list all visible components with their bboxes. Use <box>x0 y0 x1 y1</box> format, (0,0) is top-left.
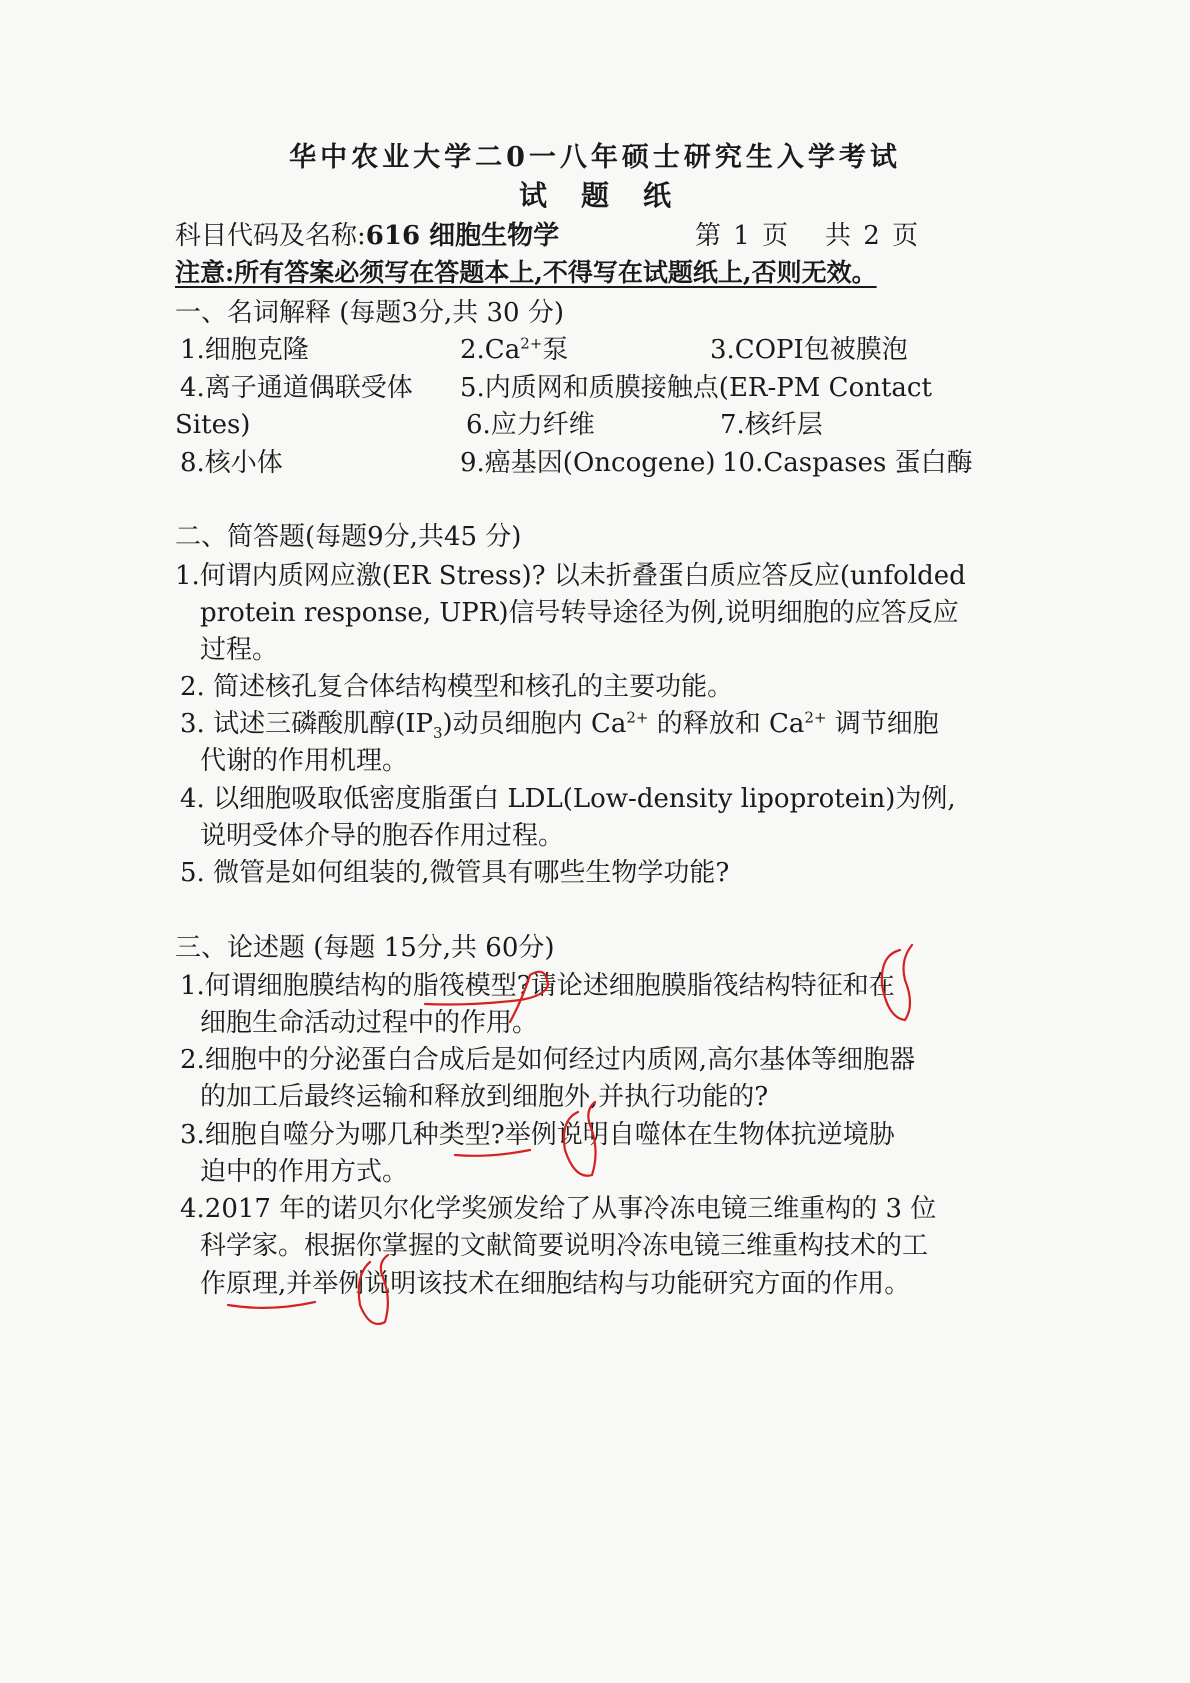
notice: 注意:所有答案必须写在答题本上,不得写在试题纸上,否则无效。 <box>175 258 877 287</box>
term-8: 8.核小体 <box>180 448 283 478</box>
subject-line <box>175 220 559 252</box>
question3-1-cont: 细胞生命活动过程中的作用。 <box>200 1008 539 1038</box>
question2-1: 1.何谓内质网应激(ER Stress)? 以未折叠蛋白质应答反应(unfolded <box>175 561 966 591</box>
term-4: 4.离子通道偶联受体 <box>180 373 413 403</box>
term-5: 5.内质网和质膜接触点(ER-PM Contact <box>460 373 932 403</box>
question2-5: 5. 微管是如何组装的,微管具有哪些生物学功能? <box>180 858 730 888</box>
section2-heading: 二、简答题(每题9分,共45 分) <box>175 522 522 552</box>
subject-label: 科目代码及名称: <box>175 221 366 251</box>
question3-3-cont: 迫中的作用方式。 <box>200 1157 409 1187</box>
exam-title: 华中农业大学二0一八年硕士研究生入学考试 <box>289 142 901 173</box>
question3-2: 2.细胞中的分泌蛋白合成后是如何经过内质网,高尔基体等细胞器 <box>180 1045 916 1075</box>
question2-1-end: 过程。 <box>200 635 279 665</box>
pen-underline-mark <box>228 1302 315 1308</box>
term-9: 9.癌基因(Oncogene) <box>460 448 716 478</box>
question3-1: 1.何谓细胞膜结构的脂筏模型?请论述细胞膜脂筏结构特征和在 <box>180 971 895 1001</box>
section1-heading: 一、名词解释 (每题3分,共 30 分) <box>175 298 564 328</box>
term-7: 7.核纤层 <box>720 410 823 440</box>
term-10: 10.Caspases 蛋白酶 <box>722 448 973 478</box>
term-5-cont: Sites) <box>175 410 251 440</box>
question2-3-cont: 代谢的作用机理。 <box>200 746 409 776</box>
section3-heading: 三、论述题 (每题 15分,共 60分) <box>175 933 555 963</box>
question2-1-cont: protein response, UPR)信号转导途径为例,说明细胞的应答反应 <box>200 598 959 628</box>
question3-3: 3.细胞自噬分为哪几种类型?举例说明自噬体在生物体抗逆境胁 <box>180 1120 895 1150</box>
question3-4: 4.2017 年的诺贝尔化学奖颁发给了从事冷冻电镜三维重构的 3 位 <box>180 1194 937 1224</box>
term-2: $2.Ca^{2+}$泵 <box>460 334 569 365</box>
subject-name: 616 细胞生物学 <box>365 221 560 251</box>
term-6: 6.应力纤维 <box>466 410 595 440</box>
question2-4: 4. 以细胞吸取低密度脂蛋白 LDL(Low-density lipoprotein)为例, <box>180 784 956 814</box>
question2-3: 3. 试述三磷酸肌醇$(IP_3)$动员细胞内 $Ca^{2+}$ 的释放和 $Ca^{2+}$ 调节细胞 <box>180 708 939 743</box>
question2-2: 2. 简述核孔复合体结构模型和核孔的主要功能。 <box>180 672 734 702</box>
question3-4-end: 作原理,并举例说明该技术在细胞结构与功能研究方面的作用。 <box>200 1269 911 1299</box>
question3-2-cont: 的加工后最终运输和释放到细胞外,并执行功能的? <box>200 1082 769 1112</box>
question3-4-cont: 科学家。根据你掌握的文献简要说明冷冻电镜三维重构技术的工 <box>200 1231 929 1261</box>
page-total: 共 2 页 <box>825 221 921 251</box>
exam-subtitle: 试题纸 <box>518 179 705 212</box>
term-3: 3.COPⅠ包被膜泡 <box>710 335 908 365</box>
term-1: 1.细胞克隆 <box>180 335 309 365</box>
question2-4-cont: 说明受体介导的胞吞作用过程。 <box>200 821 565 851</box>
page-number: 第 1 页 <box>695 221 791 251</box>
